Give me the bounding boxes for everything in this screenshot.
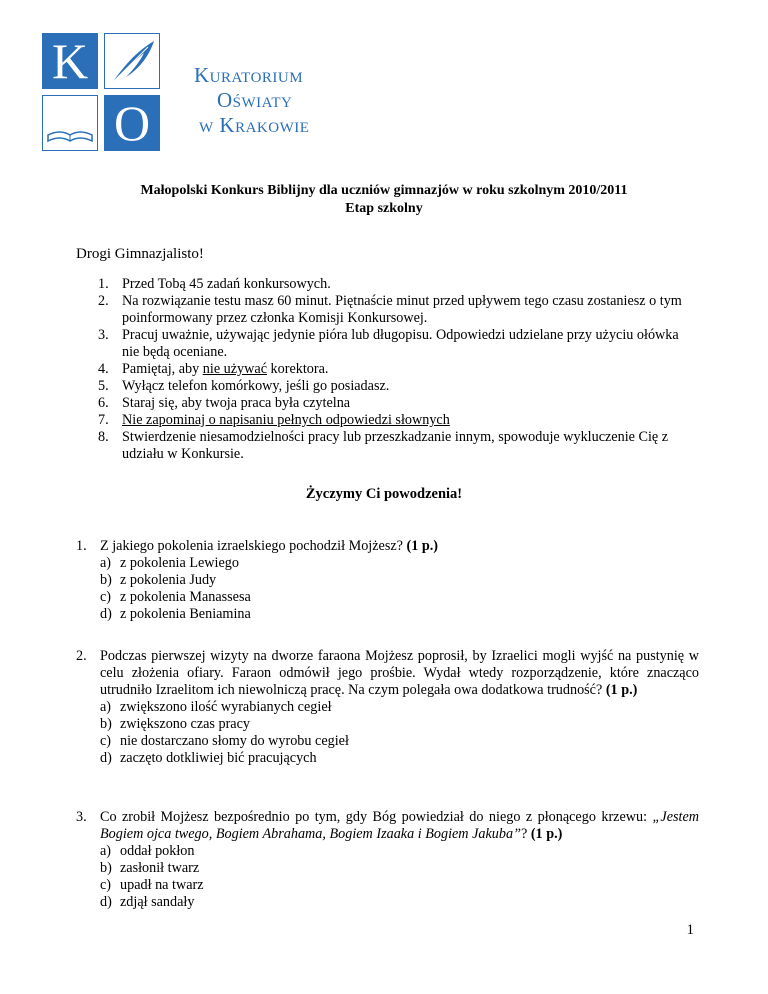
rule-item: 3. Pracuj uważnie, używając jedynie pióra lub długopisu. Odpowiedzi udzielane przy użyciu ołówka nie będą oceniane. (98, 327, 679, 360)
answer-option: a) z pokolenia Lewiego (100, 555, 239, 571)
logo-line-1: Kuratorium (194, 63, 304, 87)
logo-text (194, 63, 309, 138)
answer-option: b) zasłonił twarz (100, 860, 200, 876)
question-number: 1. (76, 538, 87, 554)
answer-option: c) z pokolenia Manassesa (100, 589, 251, 605)
rule-item: 8. Stwierdzenie niesamodzielności pracy lub przeszkadzanie innym, spowoduje wykluczenie Cię z udziału w Konkursie. (98, 429, 669, 462)
answer-option: d) z pokolenia Beniamina (100, 606, 251, 622)
answer-option: b) z pokolenia Judy (100, 572, 217, 588)
rule-item: 2. Na rozwiązanie testu masz 60 minut. Piętnaście minut przed upływem tego czasu zostaniesz o tym poinformowany przez członka Komisji Konkursowej. (98, 293, 682, 326)
question-number: 2. (76, 648, 87, 664)
question-number: 3. (76, 809, 87, 825)
answer-option: d) zdjął sandały (100, 894, 195, 910)
logo-o-tile: O (104, 95, 160, 151)
feather-icon (104, 33, 160, 89)
kuratorium-logo (42, 33, 342, 151)
question-3 (76, 809, 699, 911)
document-title (0, 182, 768, 218)
page-number: 1 (686, 922, 694, 938)
greeting: Drogi Gimnazjalisto! (76, 246, 204, 262)
logo-line-2: Oświaty (217, 88, 293, 112)
question-text: Z jakiego pokolenia izraelskiego pochodził Mojżesz? (1 p.) (100, 538, 439, 554)
answer-option: a) zwiększono ilość wyrabianych cegieł (100, 699, 332, 715)
answer-option: c) nie dostarczano słomy do wyrobu cegieł (100, 733, 349, 749)
rules-list (76, 276, 696, 463)
rule-item: 5. Wyłącz telefon komórkowy, jeśli go posiadasz. (98, 378, 390, 394)
book-icon (42, 95, 98, 151)
answer-option: d) zaczęto dotkliwiej bić pracujących (100, 750, 317, 766)
rule-item: 6. Staraj się, aby twoja praca była czytelna (98, 395, 351, 411)
question-text: Podczas pierwszej wizyty na dworze faraona Mojżesz poprosił, by Izraelici mogli wyjść na pustynię w celu złożenia ofiary. Faraon odmówił jego prośbie. Wydał wtedy rozporządzenie, które znacząco utrudniło Izraelitom ich niewolniczą pracę. Na czym polegała owa dodatkowa trudność? (1 p.) (100, 648, 699, 698)
question-text: Co zrobił Mojżesz bezpośrednio po tym, gdy Bóg powiedział do niego z płonącego krzewu: „Jestem Bogiem ojca twego, Bogiem Abrahama, Bogiem Izaaka i Bogiem Jakuba”? (1 p.) (100, 809, 700, 842)
answer-options (100, 699, 699, 767)
rule-item: 1. Przed Tobą 45 zadań konkursowych. (98, 276, 331, 292)
answer-option: c) upadł na twarz (100, 877, 204, 893)
contest-title: Małopolski Konkurs Biblijny dla uczniów gimnazjów w roku szkolnym 2010/2011 (140, 183, 628, 198)
answer-options (100, 843, 699, 911)
answer-options (100, 555, 699, 623)
logo-line-3: w Krakowie (199, 113, 310, 137)
answer-option: a) oddał pokłon (100, 843, 195, 859)
good-luck-message: Życzymy Ci powodzenia! (305, 486, 463, 502)
question-1 (76, 538, 699, 623)
rule-item: 4. Pamiętaj, aby nie używać korektora. (98, 361, 329, 377)
rule-item: 7. Nie zapominaj o napisaniu pełnych odpowiedzi słownych (98, 412, 450, 428)
answer-option: b) zwiększono czas pracy (100, 716, 250, 732)
question-2 (76, 648, 699, 767)
logo-k-tile: K (42, 33, 98, 89)
stage-subtitle: Etap szkolny (345, 201, 423, 216)
